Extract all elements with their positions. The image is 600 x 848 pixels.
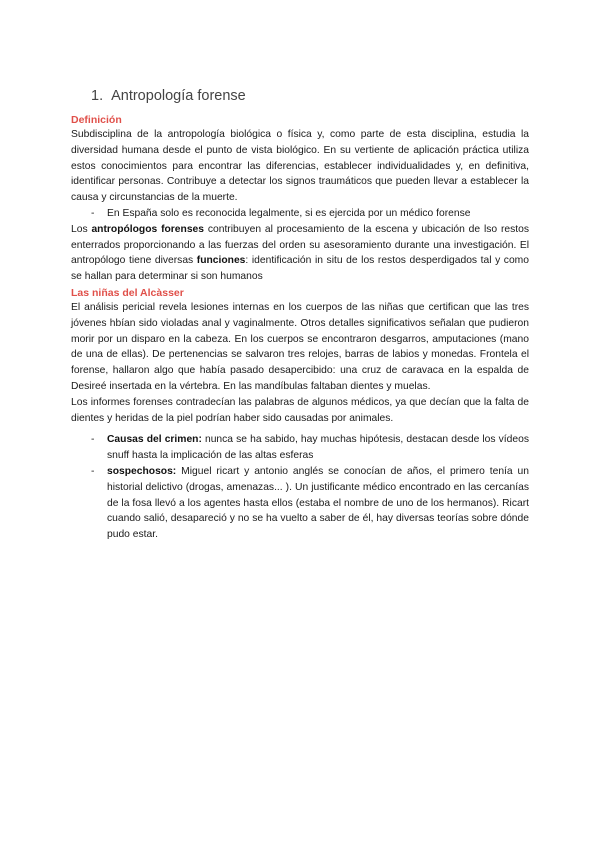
definicion-subtitle: Definición [71,114,122,126]
alcasser-paragraph-2: Los informes forenses contradecían las palabras de algunos médicos, ya que decían que la falta de dientes y heridas de la piel podrían haber sido causadas por animales. [71,396,529,424]
list-item [71,464,529,543]
bullet2-label: sospechosos: [107,465,177,477]
alcasser-paragraph-1: El análisis pericial revela lesiones internas en los cuerpos de las niñas que certifican que las tres jóvenes hbían sido violadas anal y vaginalmente. Otros detalles significativos señalan que pudieron morir por un disparo en la cabeza. En los cuerpos se encontraron desgarros, amputaciones (mano de una de ellas). De pertenencias se salvaron tres relojes, barras de labios y monedas. Frontela el forense, hallaron algo que había pasado desapercibido: una cruz de caravaca en la espalda de Desireé insertada en la vértebra. En las mandíbulas faltaban dientes y muelas. [71,302,529,392]
dash-bullet: - [91,465,95,477]
list-item [71,206,529,222]
heading-number: 1. [91,88,104,104]
p2-post: : identificación in situ de los restos desperdigados tal y como se hallan para determinar si son humanos [71,255,529,283]
forensic-anthropologists-paragraph [71,222,529,285]
bullet1-label: Causas del crimen: [107,434,202,446]
p2-pre: Los [71,223,92,235]
p2-mid: contribuyen al procesamiento de la escena y ubicación de lso restos enterrados proporcionando a las fuerzas del orden su asesoramiento durante una investigación. El antropólogo tiene diversas [71,223,529,267]
bullet2-text: Miguel ricart y antonio anglés se conocían de años, el primero tenía un historial delictivo (drogas, amenazas... ). Un justificante médico encontrado en las cercanías de la fosa llevó a los agentes hasta ellos (estaba el nombre de uno de los hermanos). Ricart cuando salió, desapareció y no se ha vuelto a saber de él, hay diversas teorías sobre dónde pudo estar. [107,465,529,541]
p2-bold-anthropologists: antropólogos forenses [91,223,204,235]
definicion-bullet-list [71,206,529,222]
heading-title: Antropología forense [111,88,246,104]
bullet-text: En España solo es reconocida legalmente, si es ejercida por un médico forense [107,207,471,219]
section-heading [91,88,246,104]
dash-bullet: - [91,434,95,446]
list-item [71,432,529,464]
bullet1-text: nunca se ha sabido, hay muchas hipótesis, destacan desde los vídeos snuff hasta la implicación de las altas esferas [107,434,529,462]
alcasser-subtitle: Las niñas del Alcàsser [71,287,184,299]
p2-bold-functions: funciones [196,255,246,267]
alcasser-section [71,286,529,543]
definicion-paragraph: Subdisciplina de la antropología biológica o física y, como parte de esta disciplina, estudia la diversidad humana desde el punto de vista biológico. En su vertiente de aplicación práctica utiliza estos conocimientos para encontrar las diferencias, establecer individualidades y, en definitiva, identificar personas. Contribuye a detectar los signos traumáticos que pueden llevar a establecer la causa y circunstancias de la muerte. [71,129,529,204]
dash-bullet: - [91,207,95,219]
alcasser-bullet-list [71,432,529,543]
definicion-section [71,113,529,285]
